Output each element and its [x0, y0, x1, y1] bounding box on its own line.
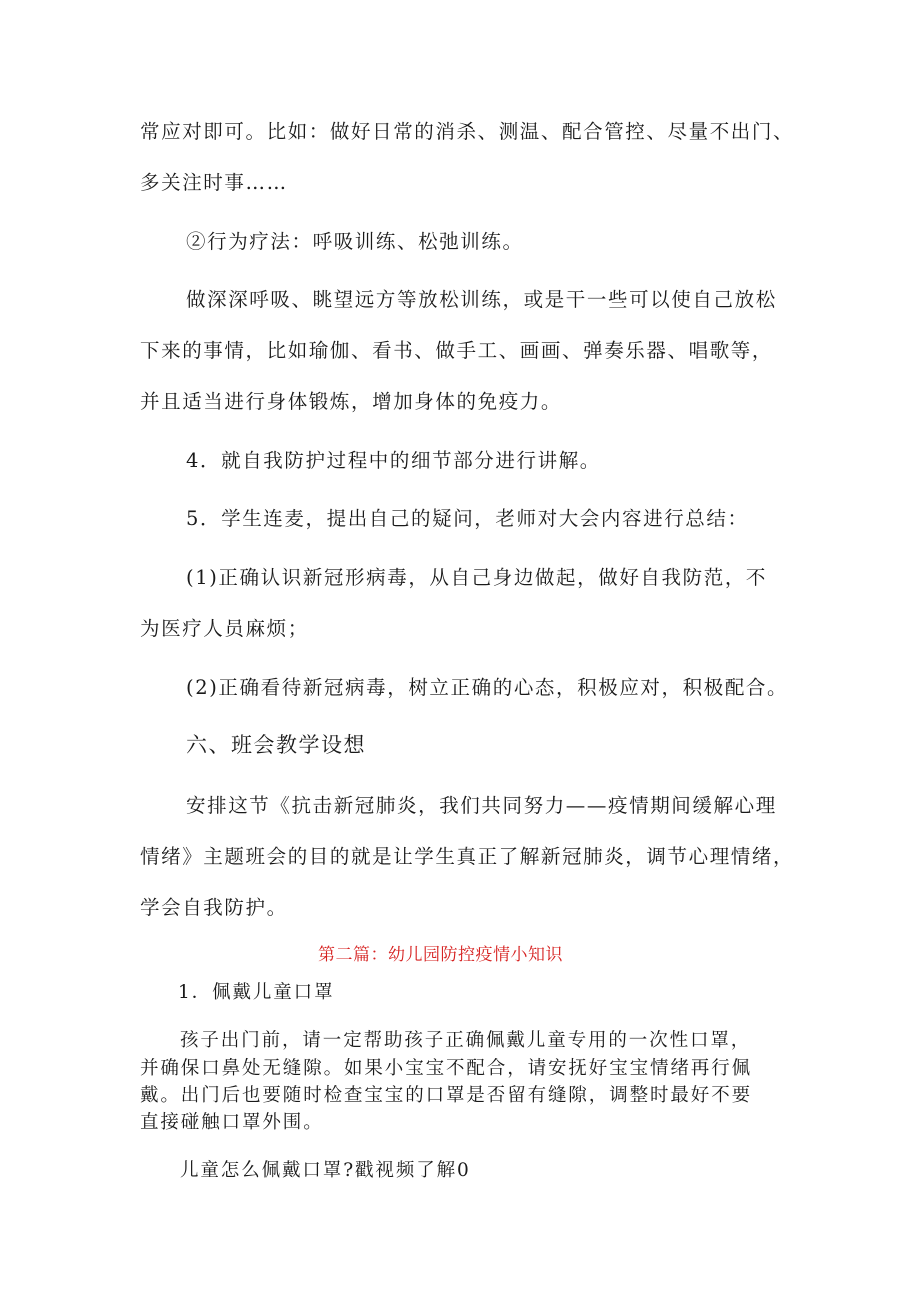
body-line: 并且适当进行身体锻炼，增加身体的免疫力。	[140, 390, 563, 413]
body-line: 下来的事情，比如瑜伽、看书、做手工、画画、弹奏乐器、唱歌等，	[140, 339, 774, 362]
part-title: 第二篇：幼儿园防控疫情小知识	[318, 945, 563, 965]
section-heading: 六、班会教学设想	[186, 733, 366, 757]
body-line: 孩子出门前，请一定帮助孩子正确佩戴儿童专用的一次性口罩，	[180, 1030, 752, 1051]
sub-item-1: (1)正确认识新冠形病毒，从自己身边做起，做好自我防范，不	[186, 566, 768, 589]
body-line: 直接碰触口罩外围。	[140, 1112, 324, 1133]
body-line: 戴。出门后也要随时检查宝宝的口罩是否留有缝隙，调整时最好不要	[140, 1085, 753, 1106]
video-link-text: 儿童怎么佩戴口罩?戳视频了解0	[180, 1160, 471, 1181]
sub-item-2: (2)正确看待新冠病毒，树立正确的心态，积极应对，积极配合。	[186, 676, 789, 699]
body-line: 安排这节《抗击新冠肺炎，我们共同努力——疫情期间缓解心理	[186, 794, 777, 817]
body-line: 常应对即可。比如：做好日常的消杀、测温、配合管控、尽量不出门、	[140, 120, 795, 143]
numbered-item-5: 5．学生连麦，提出自己的疑问，老师对大会内容进行总结：	[186, 507, 749, 530]
body-line: 学会自我防护。	[140, 896, 288, 919]
body-line: 做深深呼吸、眺望远方等放松训练，或是干一些可以使自己放松	[186, 288, 777, 311]
list-item-behavior-therapy: ②行为疗法：呼吸训练、松弛训练。	[186, 230, 524, 253]
body-line: 多关注时事……	[140, 171, 288, 194]
body-line: 并确保口鼻处无缝隙。如果小宝宝不配合，请安抚好宝宝情绪再行佩	[140, 1058, 753, 1079]
body-line: 为医疗人员麻烦；	[140, 617, 309, 640]
numbered-item-4: 4．就自我防护过程中的细节部分进行讲解。	[186, 449, 601, 472]
item-heading: 1．佩戴儿童口罩	[178, 982, 335, 1003]
body-line: 情绪》主题班会的目的就是让学生真正了解新冠肺炎，调节心理情绪，	[140, 845, 795, 868]
